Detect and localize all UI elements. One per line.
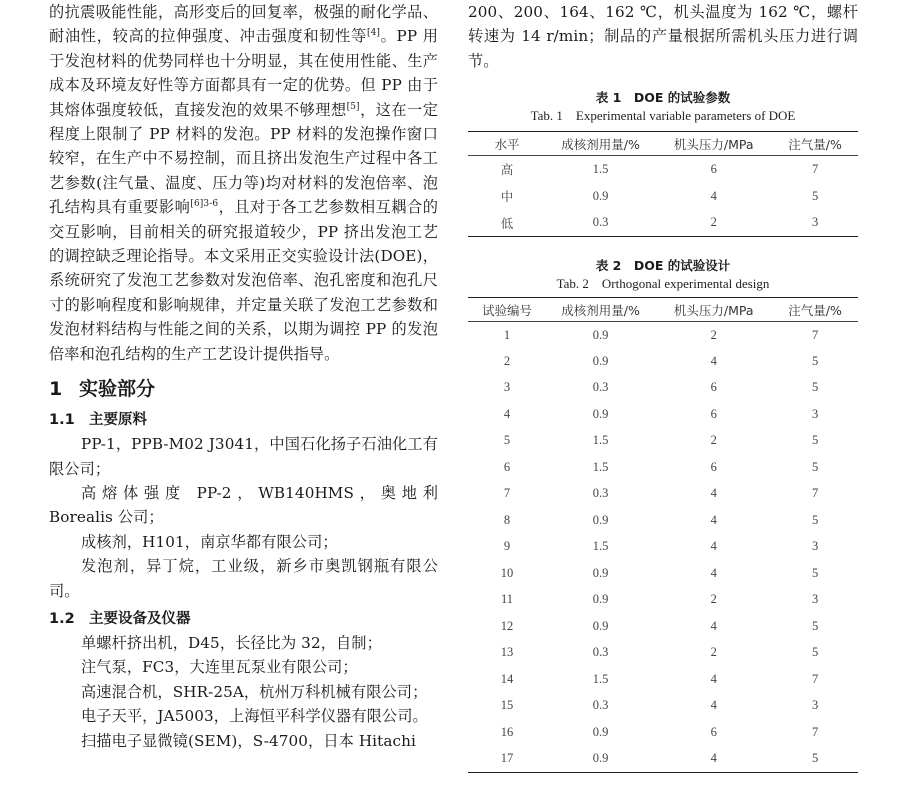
table-cell: 13 bbox=[500, 645, 514, 660]
table-cell: 6 bbox=[710, 724, 717, 739]
table-cell: 4 bbox=[710, 698, 717, 713]
table-cell: 5 bbox=[811, 751, 819, 766]
table-cell: 0.9 bbox=[592, 512, 609, 527]
table-cell: 6 bbox=[710, 161, 717, 176]
table-cell: 4 bbox=[710, 353, 717, 368]
table-cell: 高 bbox=[500, 162, 514, 178]
table-cell: 1.5 bbox=[592, 161, 609, 176]
table-row bbox=[468, 560, 858, 587]
table-cell: 7 bbox=[811, 327, 819, 342]
table-row bbox=[468, 156, 858, 183]
table-cell: 4 bbox=[710, 512, 717, 527]
table-cell: 1.5 bbox=[592, 539, 609, 554]
material-item: PP-1，PPB-M02 J3041，中国石化扬子石油化工有限公司； bbox=[49, 435, 438, 478]
table-cell: 3 bbox=[503, 380, 511, 395]
table-cell: 6 bbox=[710, 406, 717, 421]
equipment-item: 高速混合机，SHR-25A，杭州万科机械有限公司； bbox=[81, 682, 428, 701]
column-header: 注气量/% bbox=[788, 302, 842, 318]
table-cell: 0.9 bbox=[592, 724, 609, 739]
left-column bbox=[49, 0, 438, 753]
table-cell: 7 bbox=[811, 161, 819, 176]
table-cell: 2 bbox=[710, 327, 717, 342]
table-cell: 0.3 bbox=[592, 698, 609, 713]
table-cell: 4 bbox=[710, 565, 717, 580]
table-cell: 5 bbox=[811, 353, 819, 368]
subsection-heading-materials: 1.1 主要原料 bbox=[49, 412, 147, 429]
orthogonal-design-table bbox=[468, 297, 858, 773]
table-cell: 5 bbox=[811, 433, 819, 448]
table-cell: 4 bbox=[710, 188, 717, 203]
table-row bbox=[468, 613, 858, 640]
table-cell: 0.3 bbox=[592, 215, 609, 230]
table-cell: 4 bbox=[710, 671, 717, 686]
table-cell: 8 bbox=[503, 512, 511, 527]
table-row bbox=[468, 534, 858, 561]
column-header: 机头压力/MPa bbox=[673, 302, 754, 318]
table-cell: 2 bbox=[710, 592, 717, 607]
table-cell: 0.9 bbox=[592, 327, 609, 342]
table-cell: 2 bbox=[710, 215, 717, 230]
table-cell: 0.9 bbox=[592, 406, 609, 421]
table-row bbox=[468, 587, 858, 614]
table-cell: 0.9 bbox=[592, 592, 609, 607]
intro-paragraph: 的抗震吸能性能，高形变后的回复率，极强的耐化学品、耐油性，较高的拉伸强度、冲击强度和韧性等[4]。PP 用于发泡材料的优势同样也十分明显，其在使用性能、生产成本及环境友好性等方面都具有一定的优势。但 PP 由于其熔体强度较低，直接发泡的效果不够理想[5]，这在一定程度上限制了 PP 材料的发泡。PP 材料的发泡操作窗口较窄，在生产中不易控制，而且挤出发泡生产过程中各工艺参数(注气量、温度、压力等)均对材料的发泡倍率、泡孔结构具有重要影响$^{[6]3-6}$，且对于各工艺参数相互耦合的交互影响，目前相关的研究报道较少，PP 挤出发泡工艺的调控缺乏理论指导。本文采用正交实验设计法(DOE)，系统研究了发泡工艺参数对发泡倍率、泡孔密度和泡孔尺寸的影响程度和影响规律，并定量关联了发泡工艺参数和发泡材料结构与性能之间的关系，以期为调控 PP 的发泡倍率和泡孔结构的生产工艺设计提供指导。 bbox=[49, 3, 439, 363]
table-row bbox=[468, 746, 858, 773]
table-cell: 5 bbox=[811, 565, 819, 580]
table-row bbox=[468, 481, 858, 508]
table-cell: 3 bbox=[811, 592, 819, 607]
equipment-item: 单螺杆挤出机，D45，长径比为 32，自制； bbox=[81, 633, 382, 652]
table-cell: 9 bbox=[503, 539, 511, 554]
citation[interactable]: [5] bbox=[346, 101, 360, 112]
table-cell: 0.9 bbox=[592, 565, 609, 580]
table-cell: 3 bbox=[811, 406, 819, 421]
table-cell: 2 bbox=[503, 353, 511, 368]
table-cell: 3 bbox=[811, 698, 819, 713]
table-row bbox=[468, 693, 858, 720]
table-row bbox=[468, 666, 858, 693]
subsection-heading-equipment: 1.2 主要设备及仪器 bbox=[49, 610, 191, 627]
table-cell: 0.9 bbox=[592, 618, 609, 633]
process-paragraph: 200、200、164、162 ℃，机头温度为 162 ℃，螺杆转速为 14 r/min；制品的产量根据所需机头压力进行调节。 bbox=[468, 3, 858, 70]
material-item: 成核剂，H101，南京华都有限公司； bbox=[81, 532, 338, 551]
table1-caption-cn: 表 1 DOE 的试验参数 bbox=[595, 90, 731, 106]
column-header: 成核剂用量/% bbox=[561, 302, 640, 318]
material-item: 发泡剂，异丁烷，工业级，新乡市奥凯钢瓶有限公司。 bbox=[49, 557, 438, 600]
table-cell: 5 bbox=[811, 459, 819, 474]
table-cell: 4 bbox=[710, 751, 717, 766]
table-cell: 5 bbox=[503, 433, 511, 448]
table-row bbox=[468, 183, 858, 210]
table-cell: 10 bbox=[500, 565, 514, 580]
table-cell: 1 bbox=[503, 327, 511, 342]
table-cell: 17 bbox=[500, 751, 514, 766]
table-cell: 14 bbox=[500, 671, 514, 686]
table-cell: 11 bbox=[500, 592, 514, 607]
table-cell: 0.3 bbox=[592, 380, 609, 395]
table-cell: 0.9 bbox=[592, 353, 609, 368]
table-cell: 2 bbox=[710, 433, 717, 448]
table-cell: 低 bbox=[500, 215, 514, 231]
table-row bbox=[468, 210, 858, 237]
table2-caption-cn: 表 2 DOE 的试验设计 bbox=[595, 258, 731, 274]
table-cell: 5 bbox=[811, 188, 819, 203]
table-row bbox=[468, 375, 858, 402]
table-row bbox=[468, 454, 858, 481]
doe-parameters-table bbox=[468, 131, 858, 237]
table-cell: 1.5 bbox=[592, 433, 609, 448]
column-header: 水平 bbox=[494, 136, 520, 152]
equipment-item: 电子天平，JA5003，上海恒平科学仪器有限公司。 bbox=[81, 707, 428, 726]
table-header-row bbox=[468, 298, 858, 322]
table-row bbox=[468, 507, 858, 534]
table-row bbox=[468, 348, 858, 375]
table-cell: 中 bbox=[500, 189, 514, 205]
table-cell: 4 bbox=[710, 486, 717, 501]
table-cell: 5 bbox=[811, 380, 819, 395]
table-header-row bbox=[468, 132, 858, 156]
equipment-item: 注气泵，FC3，大连里瓦泵业有限公司； bbox=[81, 658, 358, 677]
table-cell: 0.9 bbox=[592, 751, 609, 766]
table-cell: 0.9 bbox=[592, 188, 609, 203]
table-cell: 3 bbox=[811, 539, 819, 554]
table-row bbox=[468, 719, 858, 746]
table-cell: 0.3 bbox=[592, 486, 609, 501]
table-cell: 7 bbox=[503, 486, 511, 501]
table-cell: 2 bbox=[710, 645, 717, 660]
table-cell: 0.3 bbox=[592, 645, 609, 660]
table-cell: 7 bbox=[811, 671, 819, 686]
table-cell: 4 bbox=[503, 406, 511, 421]
table-cell: 16 bbox=[500, 724, 514, 739]
citation[interactable]: [6]3-6 bbox=[190, 199, 219, 210]
column-header: 注气量/% bbox=[788, 136, 842, 152]
table-cell: 15 bbox=[500, 698, 514, 713]
table-cell: 4 bbox=[710, 618, 717, 633]
table-cell: 7 bbox=[811, 724, 819, 739]
table-cell: 6 bbox=[710, 459, 717, 474]
table-cell: 4 bbox=[710, 539, 717, 554]
table-cell: 7 bbox=[811, 486, 819, 501]
table1-caption-en: Tab. 1 Experimental variable parameters of DOE bbox=[530, 108, 796, 124]
material-item: 高熔体强度 PP-2，WB140HMS，奥地利 Borealis 公司； bbox=[49, 483, 438, 527]
table-cell: 6 bbox=[503, 459, 511, 474]
table2-caption-en: Tab. 2 Orthogonal experimental design bbox=[556, 276, 770, 292]
table-cell: 5 bbox=[811, 512, 819, 527]
table-cell: 5 bbox=[811, 645, 819, 660]
equipment-list bbox=[49, 631, 438, 753]
column-header: 机头压力/MPa bbox=[673, 136, 754, 152]
column-header: 成核剂用量/% bbox=[561, 136, 640, 152]
table-cell: 1.5 bbox=[592, 671, 609, 686]
table-row bbox=[468, 640, 858, 667]
table-cell: 5 bbox=[811, 618, 819, 633]
section-heading-experimental: 1 实验部分 bbox=[49, 378, 156, 401]
column-header: 试验编号 bbox=[481, 302, 532, 318]
table-cell: 1.5 bbox=[592, 459, 609, 474]
table-cell: 3 bbox=[811, 215, 819, 230]
citation[interactable]: [4] bbox=[366, 28, 381, 39]
table-cell: 12 bbox=[500, 618, 514, 633]
table-row bbox=[468, 428, 858, 455]
equipment-item: 扫描电子显微镜(SEM)，S-4700，日本 Hitachi bbox=[81, 731, 416, 750]
right-column bbox=[468, 0, 858, 773]
table-row bbox=[468, 322, 858, 349]
table-cell: 6 bbox=[710, 380, 717, 395]
table-row bbox=[468, 401, 858, 428]
materials-list bbox=[49, 432, 438, 603]
